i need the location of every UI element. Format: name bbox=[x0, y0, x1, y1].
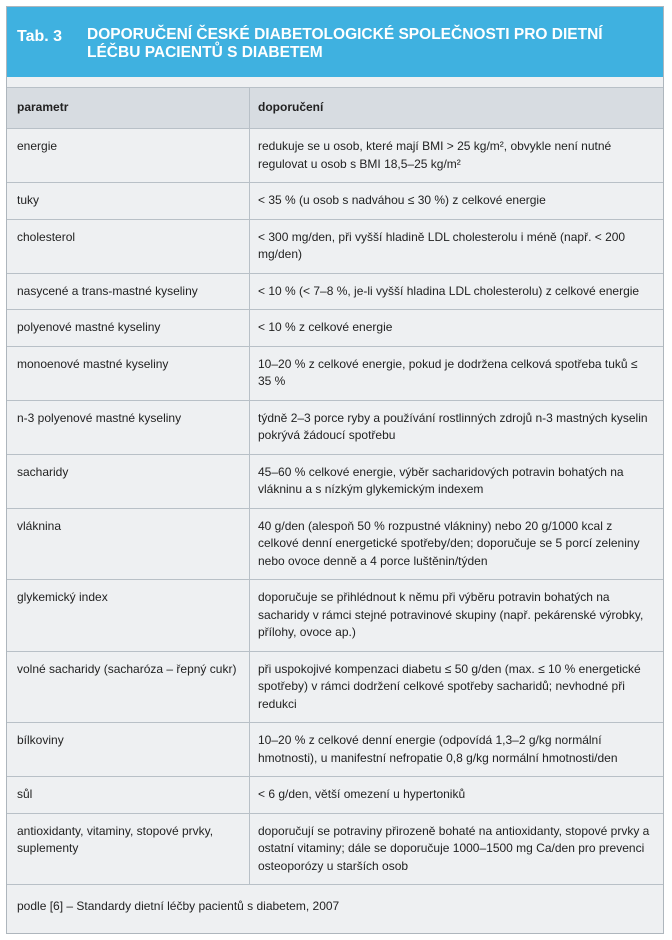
row-recommendation: < 300 mg/den, při vyšší hladině LDL cholesterolu i méně (např. < 200 mg/den) bbox=[250, 219, 664, 273]
table-row bbox=[7, 580, 663, 652]
row-recommendation: doporučují se potraviny přirozeně bohaté na antioxidanty, stopové prvky a ostatní vitaminy; dále se doporučuje 1000–1500 mg Ca/den pro prevenci osteoporózy u starších osob bbox=[250, 813, 664, 885]
table-row bbox=[7, 813, 663, 885]
row-parameter: vláknina bbox=[7, 508, 250, 580]
table-row bbox=[7, 310, 663, 347]
table-title: DOPORUČENÍ ČESKÉ DIABETOLOGICKÉ SPOLEČNOSTI PRO DIETNÍ LÉČBU PACIENTŮ S DIABETEM bbox=[87, 26, 603, 61]
table-row bbox=[7, 723, 663, 777]
row-recommendation: 45–60 % celkové energie, výběr sacharidových potravin bohatých na vlákninu a s nízkým glykemickým indexem bbox=[250, 454, 664, 508]
row-parameter: energie bbox=[7, 129, 250, 183]
table-frame bbox=[6, 6, 664, 934]
row-recommendation: 10–20 % z celkové denní energie (odpovídá 1,3–2 g/kg normální hmotnosti), u manifestní nefropatie 0,8 g/kg normální hmotnosti/den bbox=[250, 723, 664, 777]
row-parameter: nasycené a trans-mastné kyseliny bbox=[7, 273, 250, 310]
table-row bbox=[7, 400, 663, 454]
table-number: Tab. 3 bbox=[17, 28, 63, 45]
row-parameter: bílkoviny bbox=[7, 723, 250, 777]
row-parameter: antioxidanty, vitaminy, stopové prvky, suplementy bbox=[7, 813, 250, 885]
table-row bbox=[7, 273, 663, 310]
row-parameter: volné sacharidy (sacharóza – řepný cukr) bbox=[7, 651, 250, 723]
table-row bbox=[7, 129, 663, 183]
row-parameter: tuky bbox=[7, 183, 250, 220]
row-parameter: polyenové mastné kyseliny bbox=[7, 310, 250, 347]
column-header-doporuceni: doporučení bbox=[250, 88, 664, 129]
table-header-row bbox=[7, 88, 663, 129]
table-footnote: podle [6] – Standardy dietní léčby pacientů s diabetem, 2007 bbox=[17, 899, 340, 913]
row-recommendation: doporučuje se přihlédnout k němu při výběru potravin bohatých na sacharidy v rámci stejné potravinové skupiny (např. pekárenské výrobky, přílohy, ovoce ap.) bbox=[250, 580, 664, 652]
row-recommendation: 40 g/den (alespoň 50 % rozpustné vlákniny) nebo 20 g/1000 kcal z celkové denní energetické spotřeby/den; doporučuje se 5 porcí zeleniny nebo ovoce denně a 4 porce luštěnin/týden bbox=[250, 508, 664, 580]
row-parameter: sacharidy bbox=[7, 454, 250, 508]
row-recommendation: při uspokojivé kompenzaci diabetu ≤ 50 g/den (max. ≤ 10 % energetické spotřeby) v rámci dodržení celkové spotřeby sacharidů; nevhodné při redukci bbox=[250, 651, 664, 723]
row-recommendation: < 10 % z celkové energie bbox=[250, 310, 664, 347]
row-recommendation: < 6 g/den, větší omezení u hypertoniků bbox=[250, 777, 664, 814]
row-recommendation: < 35 % (u osob s nadváhou ≤ 30 %) z celkové energie bbox=[250, 183, 664, 220]
row-parameter: monoenové mastné kyseliny bbox=[7, 346, 250, 400]
row-recommendation: < 10 % (< 7–8 %, je-li vyšší hladina LDL cholesterolu) z celkové energie bbox=[250, 273, 664, 310]
table-row bbox=[7, 346, 663, 400]
column-header-parametr: parametr bbox=[7, 88, 250, 129]
table-row bbox=[7, 777, 663, 814]
table-row bbox=[7, 508, 663, 580]
row-recommendation: týdně 2–3 porce ryby a používání rostlinných zdrojů n-3 mastných kyselin pokrývá žádoucí spotřebu bbox=[250, 400, 664, 454]
row-parameter: glykemický index bbox=[7, 580, 250, 652]
table-row bbox=[7, 219, 663, 273]
row-recommendation: 10–20 % z celkové energie, pokud je dodržena celková spotřeba tuků ≤ 35 % bbox=[250, 346, 664, 400]
row-parameter: cholesterol bbox=[7, 219, 250, 273]
table-row bbox=[7, 454, 663, 508]
recommendations-table bbox=[7, 87, 663, 885]
table-row bbox=[7, 183, 663, 220]
table-header-bar bbox=[7, 7, 663, 77]
table-row bbox=[7, 651, 663, 723]
row-parameter: sůl bbox=[7, 777, 250, 814]
row-parameter: n-3 polyenové mastné kyseliny bbox=[7, 400, 250, 454]
row-recommendation: redukuje se u osob, které mají BMI > 25 kg/m², obvykle není nutné regulovat u osob s BMI 18,5–25 kg/m² bbox=[250, 129, 664, 183]
